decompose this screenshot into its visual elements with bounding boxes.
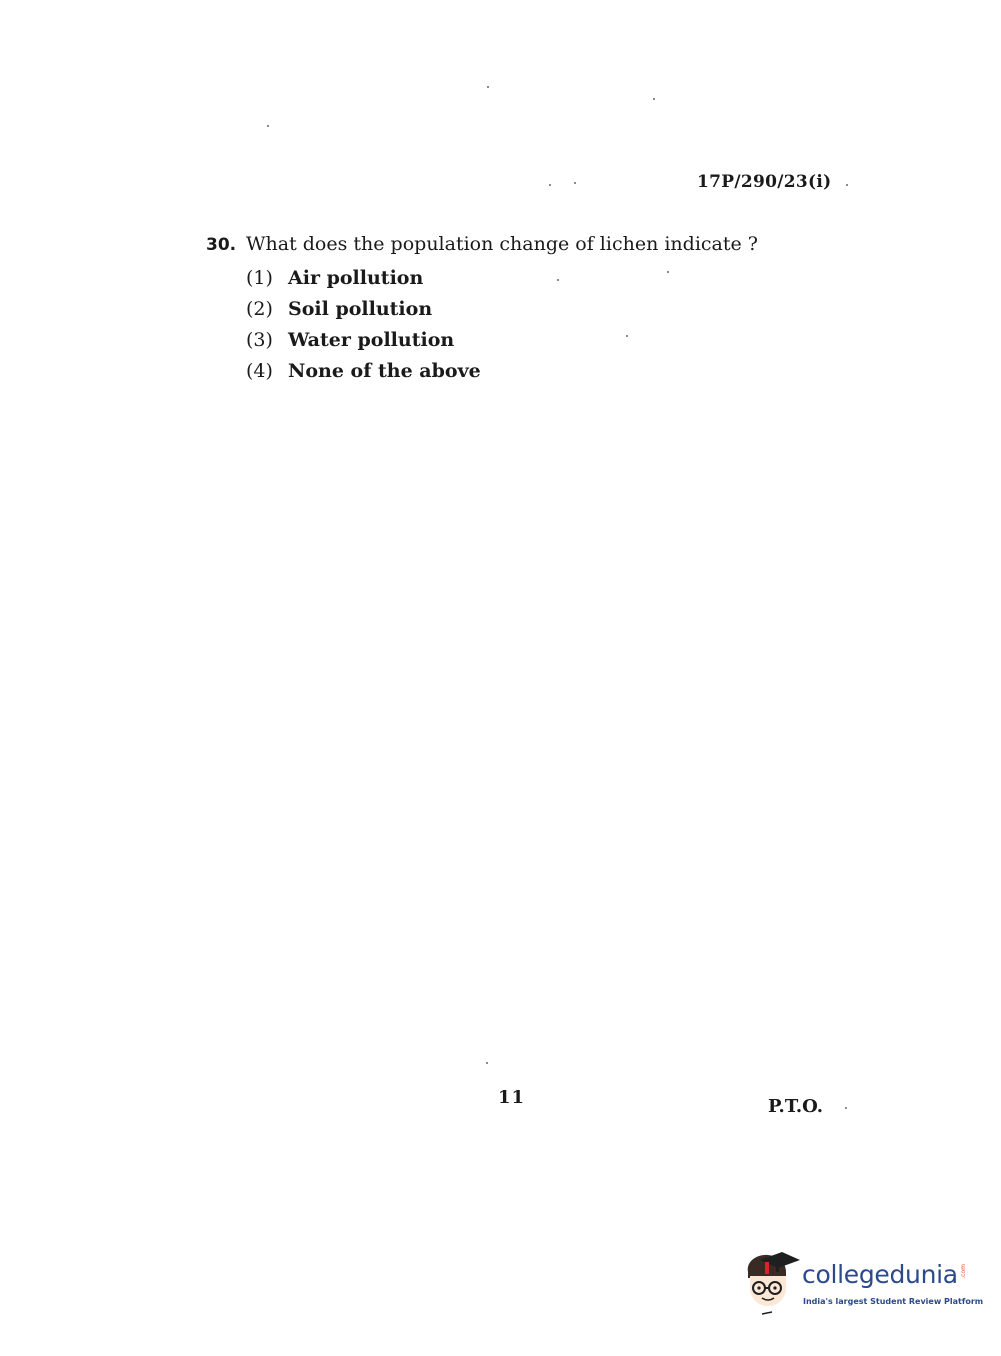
option-number: (4) [246, 360, 273, 382]
brand-name: collegedunia [802, 1260, 958, 1289]
scan-speck [549, 184, 551, 186]
paper-code: 17P/290/23(i) [697, 172, 832, 192]
scan-speck [653, 98, 655, 100]
collegedunia-watermark [742, 1250, 984, 1320]
scan-speck [574, 182, 576, 184]
option-4 [246, 356, 846, 387]
options-list [246, 263, 846, 387]
option-text: Water pollution [288, 329, 455, 351]
scan-speck [267, 125, 269, 127]
scan-speck [486, 1062, 488, 1064]
question-text: What does the population change of lichen indicate ? [246, 233, 758, 255]
question-number: 30. [206, 235, 237, 255]
brand-tagline: India's largest Student Review Platform [803, 1297, 984, 1306]
option-number: (1) [246, 267, 273, 289]
option-text: None of the above [288, 360, 481, 382]
option-text: Air pollution [288, 267, 424, 289]
pto-label: P.T.O. [768, 1096, 824, 1117]
brand-suffix: .com [960, 1264, 967, 1279]
option-number: (2) [246, 298, 273, 320]
option-text: Soil pollution [288, 298, 433, 320]
student-mascot-icon [742, 1250, 800, 1316]
option-number: (3) [246, 329, 273, 351]
option-1 [246, 263, 846, 294]
scan-speck [845, 1107, 847, 1109]
scan-speck [846, 184, 848, 186]
scan-speck [487, 86, 489, 88]
page-number: 11 [498, 1087, 526, 1108]
option-3 [246, 325, 846, 356]
question-block [206, 232, 846, 387]
option-2 [246, 294, 846, 325]
question-line [206, 232, 846, 257]
